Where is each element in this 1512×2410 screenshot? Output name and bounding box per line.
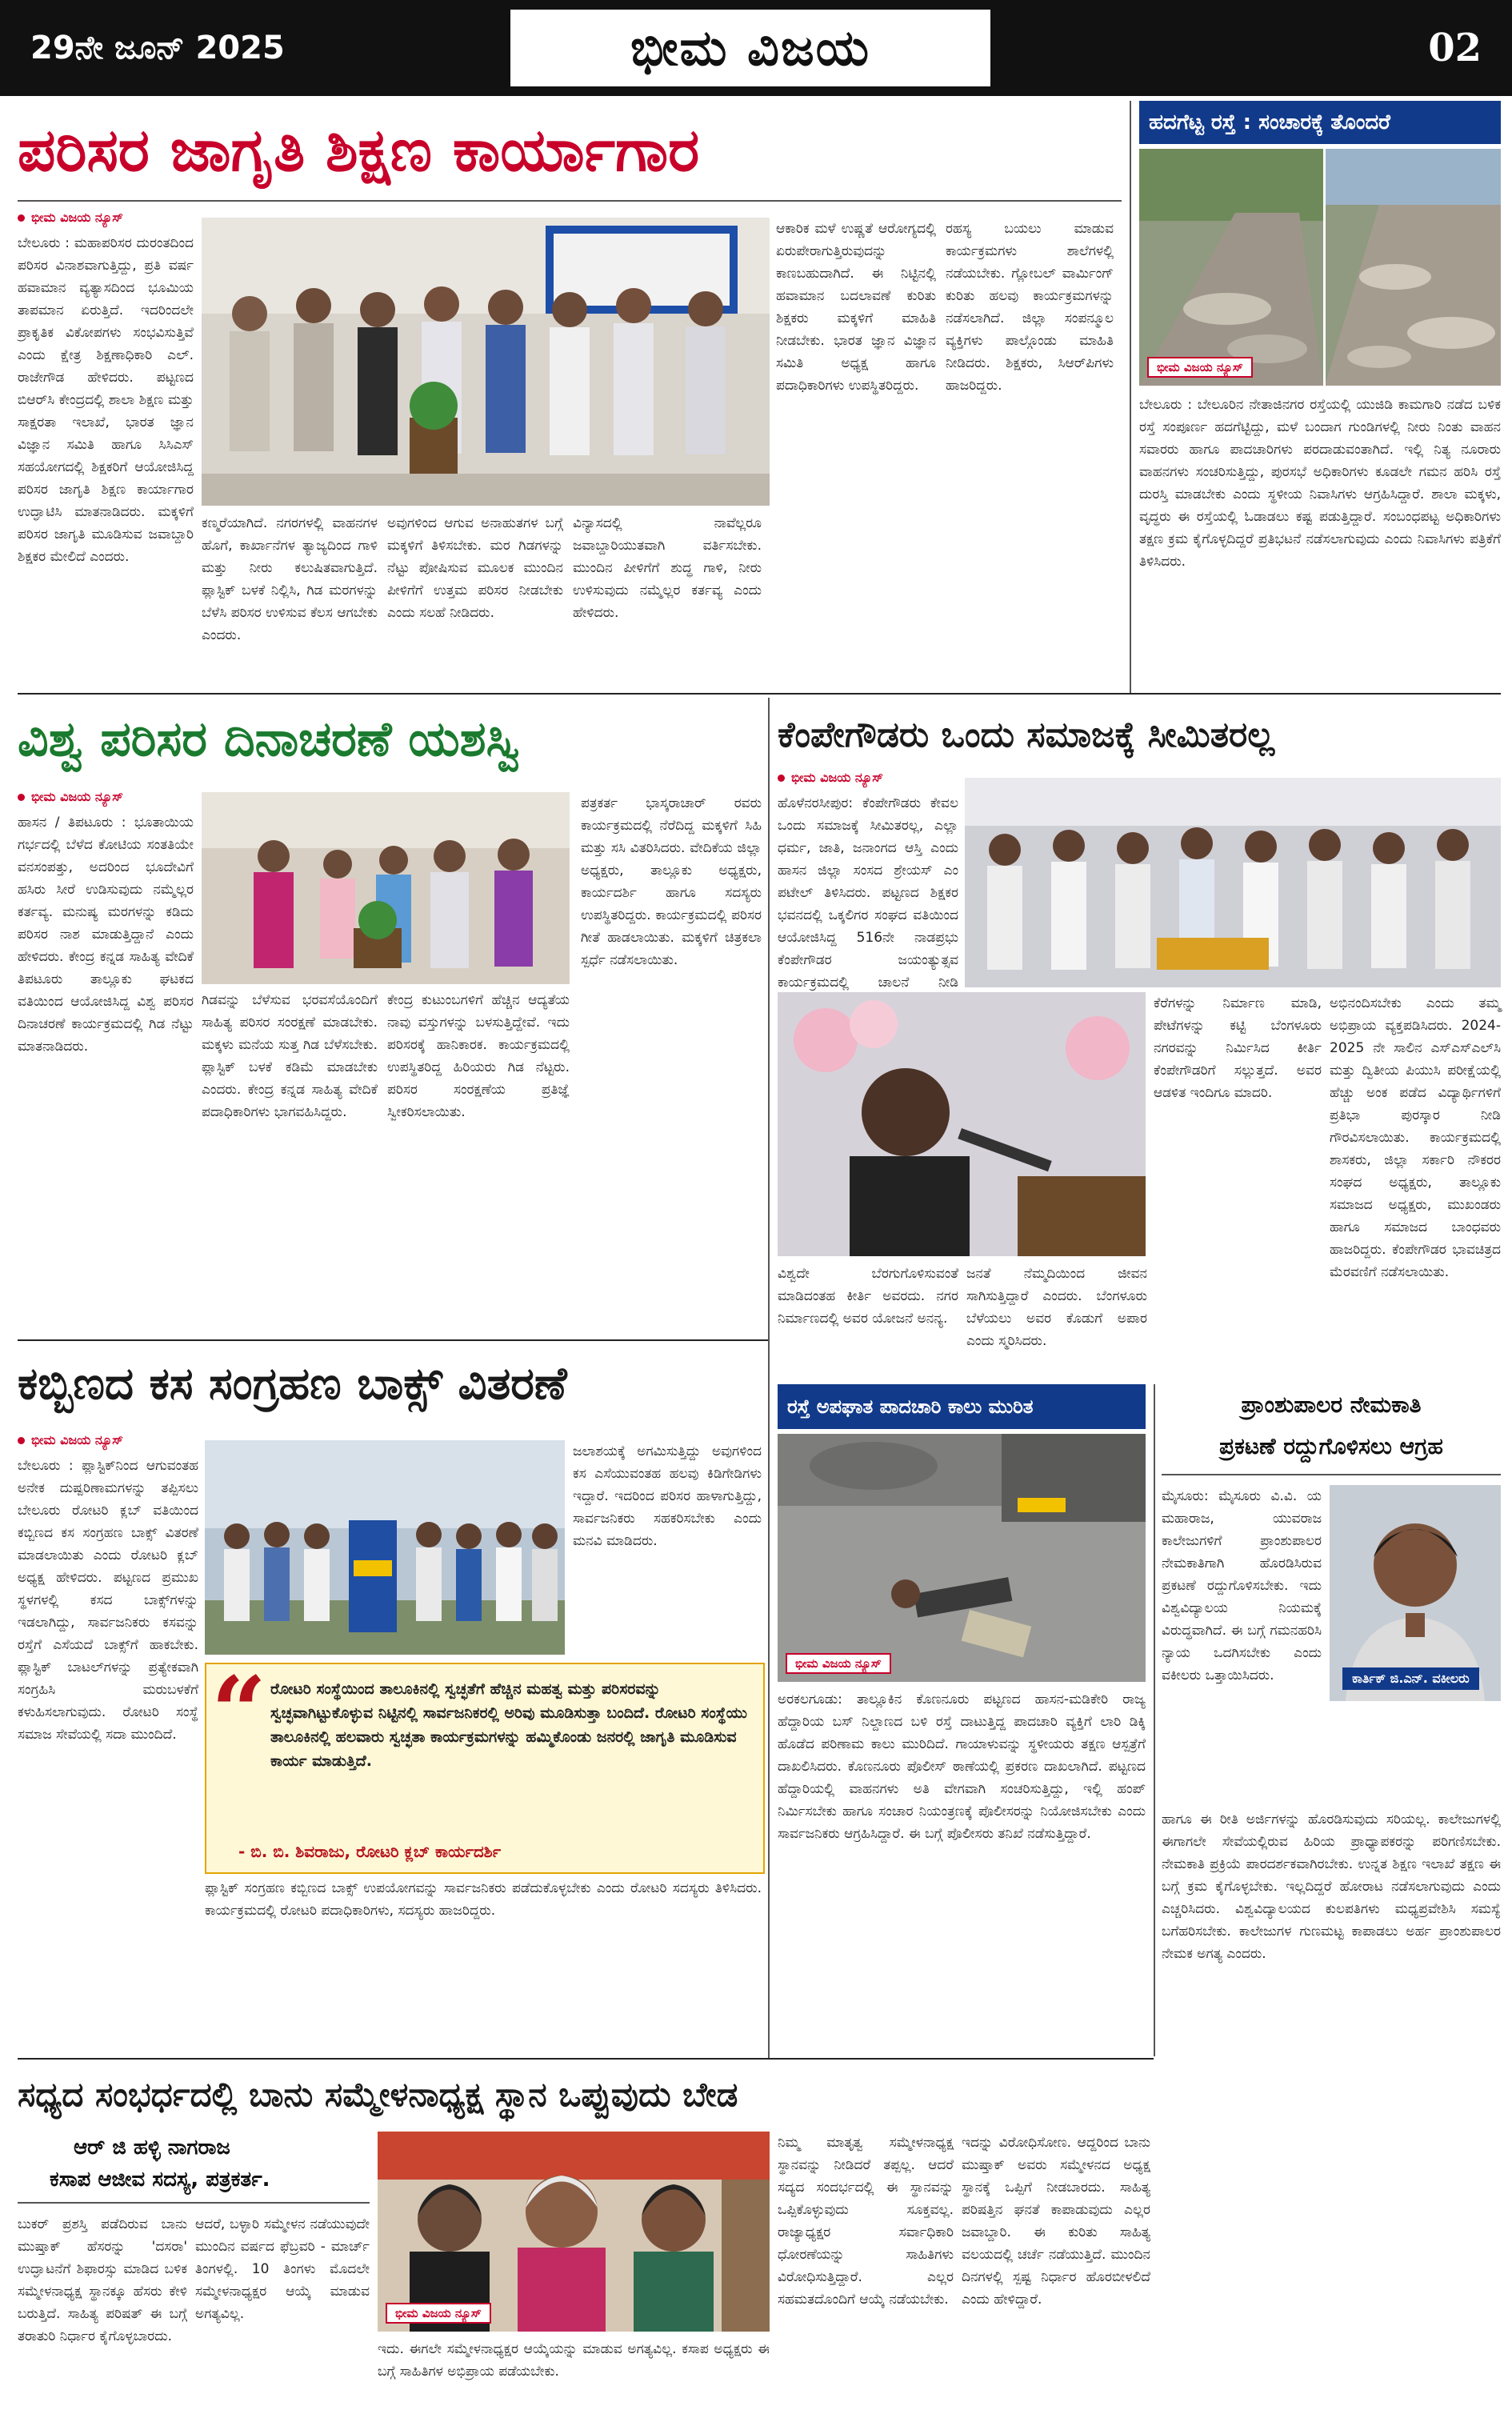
- article1-headline: ಪರಿಸರ ಜಾಗೃತಿ ಶಿಕ್ಷಣ ಕಾರ್ಯಾಗಾರ: [18, 116, 700, 185]
- accident-header: ರಸ್ತೆ ಅಪಘಾತ ಪಾದಚಾರಿ ಕಾಲು ಮುರಿತ: [778, 1384, 1146, 1429]
- article4-byline: ಭೀಮ ವಿಜಯ ನ್ಯೂಸ್: [18, 1432, 123, 1448]
- section-divider: [18, 693, 1501, 695]
- article3-photo-speaker: [778, 992, 1146, 1256]
- article3-photo-ceremony: [965, 778, 1501, 987]
- accident-photo-credit: ಭೀಮ ವಿಜಯ ನ್ಯೂಸ್: [786, 1653, 891, 1674]
- principal-title: [1162, 1384, 1501, 1472]
- article5-photo: [378, 2132, 770, 2332]
- accident-text: ಅರಕಲಗೂಡು: ತಾಲ್ಲೂಕಿನ ಕೊಣನೂರು ಪಟ್ಟಣದ ಹಾಸನ-ಮಡಿಕೇರಿ ರಾಜ್ಯ ಹೆದ್ದಾರಿಯ ಬಸ್ ನಿಲ್ದಾಣದ ಬಳಿ ರಸ್ತೆ ದಾಟುತ್ತಿದ್ದ ಪಾದಚಾರಿ ವ್ಯಕ್ತಿಗೆ ಲಾರಿ ಡಿಕ್ಕಿ ಹೊಡೆದ ಪರಿಣಾಮ ಕಾಲು ಮುರಿದಿದೆ. ಗಾಯಾಳುವನ್ನು ಸ್ಥಳೀಯರು ತಕ್ಷಣ ಆಸ್ಪತ್ರೆಗೆ ದಾಖಲಿಸಿದರು. ಕೊಣನೂರು ಪೊಲೀಸ್ ಠಾಣೆಯಲ್ಲಿ ಪ್ರಕರಣ ದಾಖಲಾಗಿದೆ. ಪಟ್ಟಣದ ಹೆದ್ದಾರಿಯಲ್ಲಿ ವಾಹನಗಳು ಅತಿ ವೇಗವಾಗಿ ಸಂಚರಿಸುತ್ತಿದ್ದು, ಇಲ್ಲಿ ಹಂಪ್ ನಿರ್ಮಿಸಬೇಕು ಹಾಗೂ ಸಂಚಾರ ನಿಯಂತ್ರಣಕ್ಕೆ ಪೊಲೀಸರನ್ನು ನಿಯೋಜಿಸಬೇಕು ಎಂದು ಸಾರ್ವಜನಿಕರು ಆಗ್ರಹಿಸಿದ್ದಾರೆ. ಈ ಬಗ್ಗೆ ಪೊಲೀಸರು ತನಿಖೆ ನಡೆಸುತ್ತಿದ್ದಾರೆ.: [778, 1691, 1146, 1842]
- article1-col2: ಕಣ್ಮರೆಯಾಗಿದೆ. ನಗರಗಳಲ್ಲಿ ವಾಹನಗಳ ಹೊಗೆ, ಕಾರ್ಖಾನೆಗಳ ತ್ಯಾಜ್ಯದಿಂದ ಗಾಳಿ ಮತ್ತು ನೀರು ಕಲುಷಿತವಾಗುತ್ತಿದೆ. ಪ್ಲಾಸ್ಟಿಕ್ ಬಳಕೆ ನಿಲ್ಲಿಸಿ, ಗಿಡ ಮರಗಳನ್ನು ಬೆಳೆಸಿ ಪರಿಸರ ಉಳಿಸುವ ಕೆಲಸ ಆಗಬೇಕು ಎಂದರು.: [202, 515, 378, 643]
- logo-text: ಭೀಮ ವಿಜಯ: [630, 18, 871, 77]
- article5-col5: ಇದನ್ನು ವಿರೋಧಿಸೋಣ. ಆದ್ದರಿಂದ ಬಾನು ಮುಷ್ತಾಕ್ ಅವರು ಸಮ್ಮೇಳನದ ಅಧ್ಯಕ್ಷ ಸ್ಥಾನಕ್ಕೆ ಒಪ್ಪಿಗೆ ನೀಡಬಾರದು. ಸಾಹಿತ್ಯ ಪರಿಷತ್ತಿನ ಘನತೆ ಕಾಪಾಡುವುದು ಎಲ್ಲರ ಜವಾಬ್ದಾರಿ. ಈ ಕುರಿತು ಸಾಹಿತ್ಯ ವಲಯದಲ್ಲಿ ಚರ್ಚೆ ನಡೆಯುತ್ತಿದೆ. ಮುಂದಿನ ದಿನಗಳಲ್ಲಿ ಸ್ಪಷ್ಟ ನಿರ್ಧಾರ ಹೊರಬೀಳಲಿದೆ ಎಂದು ಹೇಳಿದ್ದಾರೆ.: [962, 2135, 1150, 2308]
- article3-byline: ಭೀಮ ವಿಜಯ ನ್ಯೂಸ್: [778, 770, 883, 786]
- article5-photo-credit: ಭೀಮ ವಿಜಯ ನ್ಯೂಸ್: [386, 2303, 491, 2324]
- column-divider: [768, 698, 770, 2058]
- article3-col5: ವಿಶ್ವದೇ ಬೆರಗುಗೊಳಿಸುವಂತೆ ಮಾಡಿದಂತಹ ಕೀರ್ತಿ ಅವರದು. ನಗರ ನಿರ್ಮಾಣದಲ್ಲಿ ಅವರ ಯೋಜನೆ ಅನನ್ಯ.: [778, 1266, 958, 1327]
- article2-headline: ವಿಶ್ವ ಪರಿಸರ ದಿನಾಚರಣೆ ಯಶಸ್ವಿ: [18, 711, 521, 767]
- bullet-icon: [18, 1437, 25, 1444]
- article1-col1: ಬೇಲೂರು : ಮಹಾಪರಿಸರ ದುರಂತದಿಂದ ಪರಿಸರ ವಿನಾಶವಾಗುತ್ತಿದ್ದು, ಪ್ರತಿ ವರ್ಷ ಹವಾಮಾನ ವ್ಯತ್ಯಾಸದಿಂದ ಭೂಮಿಯ ತಾಪಮಾನ ಏರುತ್ತಿದೆ. ಇದರಿಂದಲೇ ಪ್ರಾಕೃತಿಕ ವಿಕೋಪಗಳು ಸಂಭವಿಸುತ್ತಿವೆ ಎಂದು ಕ್ಷೇತ್ರ ಶಿಕ್ಷಣಾಧಿಕಾರಿ ಎಲ್. ರಾಜೇಗೌಡ ಹೇಳಿದರು. ಪಟ್ಟಣದ ಬಿಆರ್‌ಸಿ ಕೇಂದ್ರದಲ್ಲಿ ಶಾಲಾ ಶಿಕ್ಷಣ ಮತ್ತು ಸಾಕ್ಷರತಾ ಇಲಾಖೆ, ಭಾರತ ಜ್ಞಾನ ವಿಜ್ಞಾನ ಸಮಿತಿ ಹಾಗೂ ಸಿಸಿಎಸ್ ಸಹಯೋಗದಲ್ಲಿ ಶಿಕ್ಷಕರಿಗೆ ಆಯೋಜಿಸಿದ್ದ ಪರಿಸರ ಜಾಗೃತಿ ಶಿಕ್ಷಣ ಕಾರ್ಯಾಗಾರ ಉದ್ಘಾಟಿಸಿ ಮಾತನಾಡಿದರು. ಮಕ್ಕಳಿಗೆ ಪರಿಸರ ಜಾಗೃತಿ ಮೂಡಿಸುವ ಜವಾಬ್ದಾರಿ ಶಿಕ್ಷಕರ ಮೇಲಿದೆ ಎಂದರು.: [18, 235, 194, 565]
- masthead: [0, 0, 1512, 96]
- article2-col1: ಹಾಸನ / ತಿಪಟೂರು : ಭೂತಾಯಿಯ ಗರ್ಭದಲ್ಲಿ ಬೆಳೆದ ಕೋಟಿಯ ಸಂತತಿಯೇ ವನಸಂಪತ್ತು, ಅದರಿಂದ ಭೂದೇವಿಗೆ ಹಸಿರು ಸೀರೆ ಉಡಿಸುವುದು ನಮ್ಮೆಲ್ಲರ ಕರ್ತವ್ಯ. ಮನುಷ್ಯ ಮರಗಳನ್ನು ಕಡಿದು ಪರಿಸರ ನಾಶ ಮಾಡುತ್ತಿದ್ದಾನೆ ಎಂದು ಹೇಳಿದರು. ಕೇಂದ್ರ ಕನ್ನಡ ಸಾಹಿತ್ಯ ವೇದಿಕೆ ತಿಪಟೂರು ತಾಲ್ಲೂಕು ಘಟಕದ ವತಿಯಿಂದ ಆಯೋಜಿಸಿದ್ದ ವಿಶ್ವ ಪರಿಸರ ದಿನಾಚರಣೆ ಕಾರ್ಯಕ್ರಮದಲ್ಲಿ ಗಿಡ ನೆಟ್ಟು ಮಾತನಾಡಿದರು.: [18, 815, 194, 1055]
- article2-col4: ಪತ್ರಕರ್ತ ಭಾಸ್ಕರಾಚಾರ್ ರವರು ಕಾರ್ಯಕ್ರಮದಲ್ಲಿ ನೆರೆದಿದ್ದ ಮಕ್ಕಳಿಗೆ ಸಿಹಿ ಮತ್ತು ಸಸಿ ವಿತರಿಸಿದರು. ವೇದಿಕೆಯ ಜಿಲ್ಲಾ ಅಧ್ಯಕ್ಷರು, ತಾಲ್ಲೂಕು ಅಧ್ಯಕ್ಷರು, ಕಾರ್ಯದರ್ಶಿ ಹಾಗೂ ಸದಸ್ಯರು ಉಪಸ್ಥಿತರಿದ್ದರು. ಕಾರ್ಯಕ್ರಮದಲ್ಲಿ ಪರಿಸರ ಗೀತೆ ಹಾಡಲಾಯಿತು. ಮಕ್ಕಳಿಗೆ ಚಿತ್ರಕಲಾ ಸ್ಪರ್ಧೆ ನಡೆಸಲಾಯಿತು.: [581, 795, 762, 968]
- bullet-icon: [778, 775, 785, 782]
- road-box-header: ಹದಗೆಟ್ಟ ರಸ್ತೆ : ಸಂಚಾರಕ್ಕೆ ತೊಂದರೆ: [1139, 101, 1501, 144]
- article2-col2: ಗಿಡವನ್ನು ಬೆಳೆಸುವ ಭರವಸೆಯೊಂದಿಗೆ ಸಾಹಿತ್ಯ ಪರಿಸರ ಸಂರಕ್ಷಣೆ ಮಾಡಬೇಕು. ಮಕ್ಕಳು ಮನೆಯ ಸುತ್ತ ಗಿಡ ಬೆಳೆಸಬೇಕು. ಪ್ಲಾಸ್ಟಿಕ್ ಬಳಕೆ ಕಡಿಮೆ ಮಾಡಬೇಕು ಎಂದರು. ಕೇಂದ್ರ ಕನ್ನಡ ಸಾಹಿತ್ಯ ವೇದಿಕೆ ಪದಾಧಿಕಾರಿಗಳು ಭಾಗವಹಿಸಿದ್ದರು.: [202, 992, 378, 1120]
- lawyer-caption: ಕಾರ್ತಿಕ್ ಜಿ.ಎನ್. ವಕೀಲರು: [1342, 1667, 1479, 1690]
- article3-col1: ಹೊಳೆನರಸೀಪುರ: ಕೆಂಪೇಗೌಡರು ಕೇವಲ ಒಂದು ಸಮಾಜಕ್ಕೆ ಸೀಮಿತರಲ್ಲ, ಎಲ್ಲಾ ಧರ್ಮ, ಜಾತಿ, ಜನಾಂಗದ ಆಸ್ತಿ ಎಂದು ಹಾಸನ ಜಿಲ್ಲಾ ಸಂಸದ ಶ್ರೇಯಸ್ ಎಂ ಪಟೇಲ್ ತಿಳಿಸಿದರು. ಪಟ್ಟಣದ ಶಿಕ್ಷಕರ ಭವನದಲ್ಲಿ ಒಕ್ಕಲಿಗರ ಸಂಘದ ವತಿಯಿಂದ ಆಯೋಜಿಸಿದ್ದ 516ನೇ ನಾಡಪ್ರಭು ಕೆಂಪೇಗೌಡರ ಜಯಂತ್ಯುತ್ಸವ ಕಾರ್ಯಕ್ರಮದಲ್ಲಿ ಚಾಲನೆ ನೀಡಿ: [778, 795, 958, 991]
- article5-author: ಆರ್ ಜಿ ಹಳ್ಳಿ ನಾಗರಾಜ: [74, 2136, 230, 2160]
- issue-date: 29ನೇ ಜೂನ್ 2025: [30, 30, 285, 66]
- principal-title-line1: ಪ್ರಾಂಶುಪಾಲರ ನೇಮಕಾತಿ: [1241, 1391, 1422, 1418]
- article1-col6: ರಹಸ್ಯ ಬಯಲು ಮಾಡುವ ಕಾರ್ಯಕ್ರಮಗಳು ಶಾಲೆಗಳಲ್ಲಿ ನಡೆಯಬೇಕು. ಗ್ಲೋಬಲ್ ವಾರ್ಮಿಂಗ್ ಕುರಿತು ಹಲವು ಕಾರ್ಯಕ್ರಮಗಳನ್ನು ನಡೆಸಲಾಗಿದೆ. ಜಿಲ್ಲಾ ಸಂಪನ್ಮೂಲ ವ್ಯಕ್ತಿಗಳು ಪಾಲ್ಗೊಂಡು ಮಾಹಿತಿ ನೀಡಿದರು. ಶಿಕ್ಷಕರು, ಸಿಆರ್‌ಪಿಗಳು ಹಾಜರಿದ್ದರು.: [946, 221, 1114, 394]
- article1-col3: ಅವುಗಳಿಂದ ಆಗುವ ಅನಾಹುತಗಳ ಬಗ್ಗೆ ಮಕ್ಕಳಿಗೆ ತಿಳಿಸಬೇಕು. ಮರ ಗಿಡಗಳನ್ನು ನೆಟ್ಟು ಪೋಷಿಸುವ ಮೂಲಕ ಮುಂದಿನ ಪೀಳಿಗೆಗೆ ಉತ್ತಮ ಪರಿಸರ ನೀಡಬೇಕು ಎಂದು ಸಲಹೆ ನೀಡಿದರು.: [387, 515, 563, 621]
- pull-quote: [205, 1655, 765, 1874]
- article5-col4: ನಿಮ್ಮ ಮಾತೃತ್ವ ಸಮ್ಮೇಳನಾಧ್ಯಕ್ಷ ಸ್ಥಾನವನ್ನು ನೀಡಿದರೆ ತಪ್ಪಲ್ಲ. ಆದರೆ ಸದ್ಯದ ಸಂದರ್ಭದಲ್ಲಿ ಈ ಸ್ಥಾನವನ್ನು ಒಪ್ಪಿಕೊಳ್ಳುವುದು ಸೂಕ್ತವಲ್ಲ. ರಾಜ್ಯಾಧ್ಯಕ್ಷರ ಸರ್ವಾಧಿಕಾರಿ ಧೋರಣೆಯನ್ನು ಸಾಹಿತಿಗಳು ವಿರೋಧಿಸುತ್ತಿದ್ದಾರೆ. ಎಲ್ಲರ ಸಹಮತದೊಂದಿಗೆ ಆಯ್ಕೆ ನಡೆಯಬೇಕು.: [778, 2135, 954, 2308]
- road-photo: [1139, 149, 1501, 386]
- divider: [1162, 1474, 1501, 1475]
- pull-quote-author: - ಬಿ. ಬಿ. ಶಿವರಾಜು, ರೋಟರಿ ಕ್ಲಬ್ ಕಾರ್ಯದರ್ಶಿ: [238, 1842, 502, 1861]
- article5-col1: ಬುಕರ್ ಪ್ರಶಸ್ತಿ ಪಡೆದಿರುವ ಬಾನು ಮುಷ್ತಾಕ್ ಹೆಸರನ್ನು 'ದಸರಾ' ಉದ್ಘಾಟನೆಗೆ ಶಿಫಾರಸ್ಸು ಮಾಡಿದ ಬಳಿಕ ಸಮ್ಮೇಳನಾಧ್ಯಕ್ಷ ಸ್ಥಾನಕ್ಕೂ ಹೆಸರು ಕೇಳಿ ಬರುತ್ತಿದೆ. ಸಾಹಿತ್ಯ ಪರಿಷತ್ ಈ ಬಗ್ಗೆ ತರಾತುರಿ ನಿರ್ಧಾರ ಕೈಗೊಳ್ಳಬಾರದು.: [18, 2216, 187, 2344]
- article4-col3: ಪ್ಲಾಸ್ಟಿಕ್ ಸಂಗ್ರಹಣ ಕಬ್ಬಿಣದ ಬಾಕ್ಸ್ ಉಪಯೋಗವನ್ನು ಸಾರ್ವಜನಿಕರು ಪಡೆದುಕೊಳ್ಳಬೇಕು ಎಂದು ರೋಟರಿ ಸದಸ್ಯರು ತಿಳಿಸಿದರು. ಕಾರ್ಯಕ್ರಮದಲ್ಲಿ ರೋಟರಿ ಪದಾಧಿಕಾರಿಗಳು, ಸದಸ್ಯರು ಹಾಜರಿದ್ದರು.: [205, 1880, 762, 1919]
- article1-col5: ಆಕಾರಿಕ ಮಳೆ ಉಷ್ಣತೆ ಆರೋಗ್ಯದಲ್ಲಿ ಏರುಪೇರಾಗುತ್ತಿರುವುದನ್ನು ಕಾಣಬಹುದಾಗಿದೆ. ಈ ನಿಟ್ಟಿನಲ್ಲಿ ಹವಾಮಾನ ಬದಲಾವಣೆ ಕುರಿತು ಶಿಕ್ಷಕರು ಮಕ್ಕಳಿಗೆ ಮಾಹಿತಿ ನೀಡಬೇಕು. ಭಾರತ ಜ್ಞಾನ ವಿಜ್ಞಾನ ಸಮಿತಿ ಅಧ್ಯಕ್ಷ ಹಾಗೂ ಪದಾಧಿಕಾರಿಗಳು ಉಪಸ್ಥಿತರಿದ್ದರು.: [776, 221, 936, 394]
- article1-col4: ವಿನ್ಯಾಸದಲ್ಲಿ ನಾವೆಲ್ಲರೂ ಜವಾಬ್ದಾರಿಯುತವಾಗಿ ವರ್ತಿಸಬೇಕು. ಮುಂದಿನ ಪೀಳಿಗೆಗೆ ಶುದ್ಧ ಗಾಳಿ, ನೀರು ಉಳಿಸುವುದು ನಮ್ಮೆಲ್ಲರ ಕರ್ತವ್ಯ ಎಂದು ಹೇಳಿದರು.: [573, 515, 762, 621]
- article5-col2: ಆದರೆ, ಬಳ್ಳಾರಿ ಸಮ್ಮೇಳನ ನಡೆಯುವುದೇ ಮುಂದಿನ ವರ್ಷದ ಫೆಬ್ರವರಿ - ಮಾರ್ಚ್ ತಿಂಗಳಲ್ಲಿ. 10 ತಿಂಗಳು ಮೊದಲೇ ಸಮ್ಮೇಳನಾಧ್ಯಕ್ಷರ ಆಯ್ಕೆ ಮಾಡುವ ಅಗತ್ಯವಿಲ್ಲ.: [195, 2216, 370, 2322]
- article3-col6: ಜನತೆ ನೆಮ್ಮದಿಯಿಂದ ಜೀವನ ಸಾಗಿಸುತ್ತಿದ್ದಾರೆ ಎಂದರು. ಬೆಂಗಳೂರು ಬೆಳೆಯಲು ಅವರ ಕೊಡುಗೆ ಅಪಾರ ಎಂದು ಸ್ಮರಿಸಿದರು.: [966, 1266, 1147, 1349]
- divider: [18, 2202, 370, 2204]
- article1-photo: [202, 218, 770, 506]
- article2-byline: ಭೀಮ ವಿಜಯ ನ್ಯೂಸ್: [18, 789, 123, 805]
- principal-text1: ಮೈಸೂರು: ಮೈಸೂರು ವಿ.ವಿ. ಯ ಮಹಾರಾಜ, ಯುವರಾಜ ಕಾಲೇಜುಗಳಿಗೆ ಪ್ರಾಂಶುಪಾಲರ ನೇಮಕಾತಿಗಾಗಿ ಹೊರಡಿಸಿರುವ ಪ್ರಕಟಣೆ ರದ್ದುಗೊಳಿಸಬೇಕು. ಇದು ವಿಶ್ವವಿದ್ಯಾಲಯ ನಿಯಮಕ್ಕೆ ವಿರುದ್ಧವಾಗಿದೆ. ಈ ಬಗ್ಗೆ ಗಮನಹರಿಸಿ ನ್ಯಾಯ ಒದಗಿಸಬೇಕು ಎಂದು ವಕೀಲರು ಒತ್ತಾಯಿಸಿದರು.: [1162, 1488, 1322, 1683]
- section-divider: [18, 1339, 768, 1341]
- road-box-text: ಬೇಲೂರು : ಬೇಲೂರಿನ ನೇತಾಜಿನಗರ ರಸ್ತೆಯಲ್ಲಿ ಯುಜಿಡಿ ಕಾಮಗಾರಿ ನಡೆದ ಬಳಿಕ ರಸ್ತೆ ಸಂಪೂರ್ಣ ಹದಗೆಟ್ಟಿದ್ದು, ಮಳೆ ಬಂದಾಗ ಗುಂಡಿಗಳಲ್ಲಿ ನೀರು ನಿಂತು ವಾಹನ ಸವಾರರು ಹಾಗೂ ಪಾದಚಾರಿಗಳು ಪರದಾಡುವಂತಾಗಿದೆ. ಇಲ್ಲಿ ನಿತ್ಯ ನೂರಾರು ವಾಹನಗಳು ಸಂಚರಿಸುತ್ತಿದ್ದು, ಪುರಸಭೆ ಅಧಿಕಾರಿಗಳು ಕೂಡಲೇ ಗಮನ ಹರಿಸಿ ರಸ್ತೆ ದುರಸ್ತಿ ಮಾಡಬೇಕು ಎಂದು ಸ್ಥಳೀಯ ನಿವಾಸಿಗಳು ಆಗ್ರಹಿಸಿದ್ದಾರೆ. ಶಾಲಾ ಮಕ್ಕಳು, ವೃದ್ಧರು ಈ ರಸ್ತೆಯಲ್ಲಿ ಓಡಾಡಲು ಕಷ್ಟ ಪಡುತ್ತಿದ್ದಾರೆ. ಸಂಬಂಧಪಟ್ಟ ಅಧಿಕಾರಿಗಳು ತಕ್ಷಣ ಕ್ರಮ ಕೈಗೊಳ್ಳದಿದ್ದರೆ ಪ್ರತಿಭಟನೆ ನಡೆಸಲಾಗುವುದು ಎಂದು ನಿವಾಸಿಗಳು ಪತ್ರಿಕೆಗೆ ತಿಳಿಸಿದರು.: [1139, 397, 1501, 570]
- article4-headline: ಕಬ್ಬಿಣದ ಕಸ ಸಂಗ್ರಹಣ ಬಾಕ್ಸ್ ವಿತರಣೆ: [18, 1358, 567, 1410]
- principal-title-line2: ಪ್ರಕಟಣೆ ರದ್ದುಗೊಳಿಸಲು ಆಗ್ರಹ: [1219, 1433, 1443, 1459]
- article5-col3: ಇದು. ಈಗಲೇ ಸಮ್ಮೇಳನಾಧ್ಯಕ್ಷರ ಆಯ್ಕೆಯನ್ನು ಮಾಡುವ ಅಗತ್ಯವಿಲ್ಲ. ಕಸಾಪ ಅಧ್ಯಕ್ಷರು ಈ ಬಗ್ಗೆ ಸಾಹಿತಿಗಳ ಅಭಿಪ್ರಾಯ ಪಡೆಯಬೇಕು.: [378, 2341, 770, 2380]
- bullet-icon: [18, 794, 25, 801]
- column-divider: [1130, 101, 1131, 693]
- divider: [18, 200, 1122, 202]
- quote-mark-icon: “: [211, 1655, 267, 1768]
- article4-col2: ಜಲಾಶಯಕ್ಕೆ ಅಗಮಿಸುತ್ತಿದ್ದು ಅವುಗಳಿಂದ ಕಸ ಎಸೆಯುವಂತಹ ಹಲವು ಕಿಡಿಗೇಡಿಗಳು ಇದ್ದಾರೆ. ಇದರಿಂದ ಪರಿಸರ ಹಾಳಾಗುತ್ತಿದ್ದು, ಸಾರ್ವಜನಿಕರು ಸಹಕರಿಸಬೇಕು ಎಂದು ಮನವಿ ಮಾಡಿದರು.: [573, 1443, 762, 1549]
- article3-headline: ಕೆಂಪೇಗೌಡರು ಒಂದು ಸಮಾಜಕ್ಕೆ ಸೀಮಿತರಲ್ಲ: [778, 715, 1275, 755]
- article4-col1: ಬೇಲೂರು : ಪ್ಲಾಸ್ಟಿಕ್‌ನಿಂದ ಆಗುವಂತಹ ಅನೇಕ ದುಷ್ಪರಿಣಾಮಗಳನ್ನು ತಪ್ಪಿಸಲು ಬೇಲೂರು ರೋಟರಿ ಕ್ಲಬ್ ವತಿಯಿಂದ ಕಬ್ಬಿಣದ ಕಸ ಸಂಗ್ರಹಣ ಬಾಕ್ಸ್ ವಿತರಣೆ ಮಾಡಲಾಯಿತು ಎಂದು ರೋಟರಿ ಕ್ಲಬ್ ಅಧ್ಯಕ್ಷ ಹೇಳಿದರು. ಪಟ್ಟಣದ ಪ್ರಮುಖ ಸ್ಥಳಗಳಲ್ಲಿ ಕಸದ ಬಾಕ್ಸ್‌ಗಳನ್ನು ಇಡಲಾಗಿದ್ದು, ಸಾರ್ವಜನಿಕರು ಕಸವನ್ನು ರಸ್ತೆಗೆ ಎಸೆಯದೆ ಬಾಕ್ಸ್‌ಗೆ ಹಾಕಬೇಕು. ಪ್ಲಾಸ್ಟಿಕ್ ಬಾಟಲ್‌ಗಳನ್ನು ಪ್ರತ್ಯೇಕವಾಗಿ ಸಂಗ್ರಹಿಸಿ ಮರುಬಳಕೆಗೆ ಕಳುಹಿಸಲಾಗುವುದು. ರೋಟರಿ ಸಂಸ್ಥೆ ಸಮಾಜ ಸೇವೆಯಲ್ಲಿ ಸದಾ ಮುಂದಿದೆ.: [18, 1458, 198, 1743]
- article4-photo: [205, 1440, 565, 1655]
- page-number: 02: [1428, 26, 1482, 70]
- section-divider: [18, 2058, 1154, 2060]
- article1-byline: ಭೀಮ ವಿಜಯ ನ್ಯೂಸ್: [18, 210, 123, 226]
- pull-quote-text: ರೋಟರಿ ಸಂಸ್ಥೆಯಿಂದ ತಾಲೂಕಿನಲ್ಲಿ ಸ್ವಚ್ಛತೆಗೆ ಹೆಚ್ಚಿನ ಮಹತ್ವ ಮತ್ತು ಪರಿಸರವನ್ನು ಸ್ವಚ್ಛವಾಗಿಟ್ಟುಕೊಳ್ಳುವ ನಿಟ್ಟಿನಲ್ಲಿ ಸಾರ್ವಜನಿಕರಲ್ಲಿ ಅರಿವು ಮೂಡಿಸುತ್ತಾ ಬಂದಿದೆ. ರೋಟರಿ ಸಂಸ್ಥೆಯು ತಾಲೂಕಿನಲ್ಲಿ ಹಲವಾರು ಸ್ವಚ್ಛತಾ ಕಾರ್ಯಕ್ರಮಗಳನ್ನು ಹಮ್ಮಿಕೊಂಡು ಜನರಲ್ಲಿ ಜಾಗೃತಿ ಮೂಡಿಸುವ ಕಾರ್ಯ ಮಾಡುತ್ತಿದೆ.: [270, 1680, 747, 1770]
- bullet-icon: [18, 214, 25, 222]
- article3-col4: ಅಭಿನಂದಿಸಬೇಕು ಎಂದು ತಮ್ಮ ಅಭಿಪ್ರಾಯ ವ್ಯಕ್ತಪಡಿಸಿದರು. 2024-2025 ನೇ ಸಾಲಿನ ಎಸ್‌ಎಸ್‌ಎಲ್‌ಸಿ ಮತ್ತು ದ್ವಿತೀಯ ಪಿಯುಸಿ ಪರೀಕ್ಷೆಯಲ್ಲಿ ಹೆಚ್ಚು ಅಂಕ ಪಡೆದ ವಿದ್ಯಾರ್ಥಿಗಳಿಗೆ ಪ್ರತಿಭಾ ಪುರಸ್ಕಾರ ನೀಡಿ ಗೌರವಿಸಲಾಯಿತು. ಕಾರ್ಯಕ್ರಮದಲ್ಲಿ ಶಾಸಕರು, ಜಿಲ್ಲಾ ಸರ್ಕಾರಿ ನೌಕರರ ಸಂಘದ ಅಧ್ಯಕ್ಷರು, ತಾಲ್ಲೂಕು ಸಮಾಜದ ಅಧ್ಯಕ್ಷರು, ಮುಖಂಡರು ಹಾಗೂ ಸಮಾಜದ ಬಾಂಧವರು ಹಾಜರಿದ್ದರು. ಕೆಂಪೇಗೌಡರ ಭಾವಚಿತ್ರದ ಮೆರವಣಿಗೆ ನಡೆಸಲಾಯಿತು.: [1330, 995, 1501, 1280]
- column-divider: [1154, 1384, 1155, 2056]
- lawyer-portrait: [1330, 1485, 1501, 1701]
- newspaper-logo: [510, 10, 990, 86]
- article2-col3: ಕೇಂದ್ರ ಕುಟುಂಬಗಳಿಗೆ ಹೆಚ್ಚಿನ ಆದ್ಯತೆಯ ನಾವು ವಸ್ತುಗಳನ್ನು ಬಳಸುತ್ತಿದ್ದೇವೆ. ಇದು ಪರಿಸರಕ್ಕೆ ಹಾನಿಕಾರಕ. ಕಾರ್ಯಕ್ರಮದಲ್ಲಿ ಉಪಸ್ಥಿತರಿದ್ದ ಹಿರಿಯರು ಗಿಡ ನೆಟ್ಟರು. ಪರಿಸರ ಸಂರಕ್ಷಣೆಯ ಪ್ರತಿಜ್ಞೆ ಸ್ವೀಕರಿಸಲಾಯಿತು.: [387, 992, 570, 1120]
- road-photo-credit: ಭೀಮ ವಿಜಯ ನ್ಯೂಸ್: [1147, 357, 1253, 378]
- accident-photo: [778, 1434, 1146, 1682]
- article5-author-block: [18, 2132, 370, 2196]
- article5-designation: ಕಸಾಪ ಆಜೀವ ಸದಸ್ಯ, ಪತ್ರಕರ್ತ.: [50, 2168, 270, 2192]
- article3-col2: ಕೆರೆಗಳನ್ನು ನಿರ್ಮಾಣ ಮಾಡಿ, ಪೇಟೆಗಳನ್ನು ಕಟ್ಟಿ ಬೆಂಗಳೂರು ನಗರವನ್ನು ನಿರ್ಮಿಸಿದ ಕೀರ್ತಿ ಕೆಂಪೇಗೌಡರಿಗೆ ಸಲ್ಲುತ್ತದೆ. ಅವರ ಆಡಳಿತ ಇಂದಿಗೂ ಮಾದರಿ.: [1154, 995, 1322, 1101]
- article2-photo: [202, 792, 570, 984]
- article5-headline: ಸಧ್ಯದ ಸಂಭರ್ಧದಲ್ಲಿ ಬಾನು ಸಮ್ಮೇಳನಾಧ್ಯಕ್ಷ ಸ್ಥಾನ ಒಪ್ಪುವುದು ಬೇಡ: [18, 2075, 738, 2114]
- principal-text2: ಹಾಗೂ ಈ ರೀತಿ ಅರ್ಜಿಗಳನ್ನು ಹೊರಡಿಸುವುದು ಸರಿಯಲ್ಲ. ಕಾಲೇಜುಗಳಲ್ಲಿ ಈಗಾಗಲೇ ಸೇವೆಯಲ್ಲಿರುವ ಹಿರಿಯ ಪ್ರಾಧ್ಯಾಪಕರನ್ನು ಪರಿಗಣಿಸಬೇಕು. ನೇಮಕಾತಿ ಪ್ರಕ್ರಿಯೆ ಪಾರದರ್ಶಕವಾಗಿರಬೇಕು. ಉನ್ನತ ಶಿಕ್ಷಣ ಇಲಾಖೆ ತಕ್ಷಣ ಈ ಬಗ್ಗೆ ಕ್ರಮ ಕೈಗೊಳ್ಳಬೇಕು. ಇಲ್ಲದಿದ್ದರೆ ಹೋರಾಟ ನಡೆಸಲಾಗುವುದು ಎಂದು ಎಚ್ಚರಿಸಿದರು. ವಿಶ್ವವಿದ್ಯಾಲಯದ ಕುಲಪತಿಗಳು ಮಧ್ಯಪ್ರವೇಶಿಸಿ ಸಮಸ್ಯೆ ಬಗೆಹರಿಸಬೇಕು. ಕಾಲೇಜುಗಳ ಗುಣಮಟ್ಟ ಕಾಪಾಡಲು ಅರ್ಹ ಪ್ರಾಂಶುಪಾಲರ ನೇಮಕ ಅಗತ್ಯ ಎಂದರು.: [1162, 1812, 1501, 1962]
